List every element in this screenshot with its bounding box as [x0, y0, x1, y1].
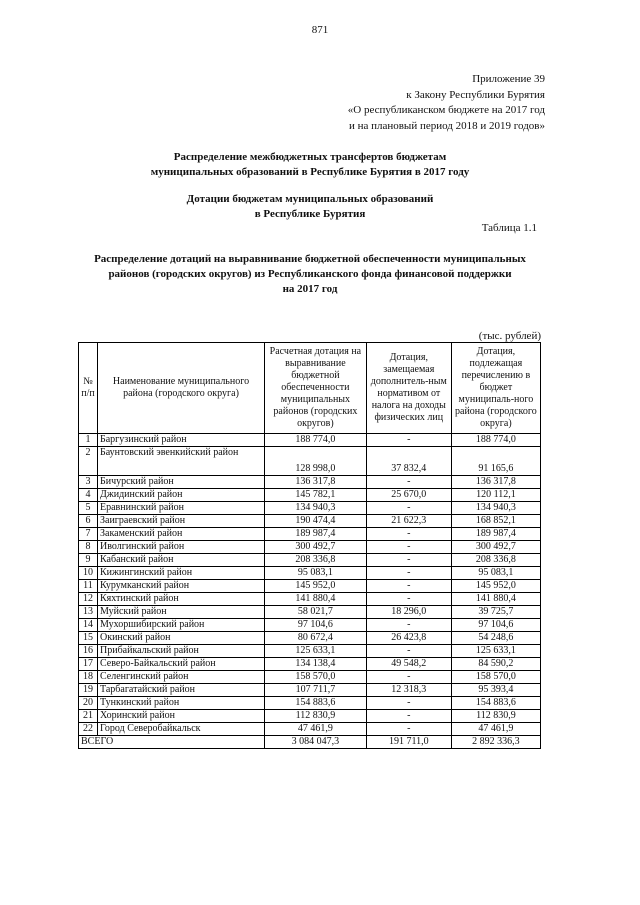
row-transfer: 97 104,6 [451, 619, 540, 632]
row-municipality: Иволгинский район [98, 541, 265, 554]
table-row [79, 515, 541, 528]
table-row [79, 567, 541, 580]
table-footer [79, 736, 541, 749]
row-municipality: Селенгинский район [98, 671, 265, 684]
table-row [79, 580, 541, 593]
row-replaced: - [366, 593, 451, 606]
row-number: 18 [79, 671, 98, 684]
header-number: № п/п [79, 343, 98, 434]
table-header [79, 343, 541, 434]
table-row [79, 684, 541, 697]
total-replaced: 191 711,0 [366, 736, 451, 749]
header-municipality: Наименование муниципального района (городского округа) [98, 343, 265, 434]
table-title-line: на 2017 год [282, 283, 338, 295]
row-number: 9 [79, 554, 98, 567]
units-label: (тыс. рублей) [478, 330, 541, 342]
row-calculated: 188 774,0 [265, 434, 367, 447]
row-replaced: - [366, 502, 451, 515]
row-transfer: 168 852,1 [451, 515, 540, 528]
row-municipality: Еравнинский район [98, 502, 265, 515]
table-row [79, 645, 541, 658]
row-calculated: 128 998,0 [265, 447, 367, 476]
page-number: 871 [311, 24, 329, 36]
row-number: 14 [79, 619, 98, 632]
row-number: 6 [79, 515, 98, 528]
row-number: 7 [79, 528, 98, 541]
row-number: 22 [79, 723, 98, 736]
row-number: 8 [79, 541, 98, 554]
row-municipality: Бичурский район [98, 476, 265, 489]
row-municipality: Кабанский район [98, 554, 265, 567]
row-transfer: 84 590,2 [451, 658, 540, 671]
row-municipality: Северо-Байкальский район [98, 658, 265, 671]
row-municipality: Тарбагатайский район [98, 684, 265, 697]
row-transfer: 54 248,6 [451, 632, 540, 645]
row-number: 19 [79, 684, 98, 697]
row-replaced: - [366, 541, 451, 554]
table-title [85, 252, 535, 297]
title-line: Распределение межбюджетных трансфертов бюджетам [173, 151, 447, 163]
row-replaced: 12 318,3 [366, 684, 451, 697]
title-line: муниципальных образований в Республике Бурятия в 2017 году [150, 166, 470, 178]
row-number: 13 [79, 606, 98, 619]
row-replaced: 21 622,3 [366, 515, 451, 528]
appendix-line: «О республиканском бюджете на 2017 год [347, 104, 545, 116]
table-body [79, 434, 541, 736]
section-title-line: в Республике Бурятия [254, 208, 366, 220]
row-municipality: Закаменский район [98, 528, 265, 541]
row-calculated: 158 570,0 [265, 671, 367, 684]
row-transfer: 158 570,0 [451, 671, 540, 684]
row-calculated: 95 083,1 [265, 567, 367, 580]
row-number: 12 [79, 593, 98, 606]
row-number: 10 [79, 567, 98, 580]
row-replaced: - [366, 723, 451, 736]
row-municipality: Город Северобайкальск [98, 723, 265, 736]
row-replaced: - [366, 476, 451, 489]
header-transfer-subsidy: Дотация, подлежащая перечислению в бюджет муниципаль-ного района (городского округа) [451, 343, 540, 434]
table-row [79, 671, 541, 684]
header-calculated-subsidy: Расчетная дотация на выравнивание бюджетной обеспеченности муниципальных районов (городских округов) [265, 343, 367, 434]
row-number: 11 [79, 580, 98, 593]
section-title [0, 192, 620, 222]
row-transfer: 300 492,7 [451, 541, 540, 554]
row-transfer: 208 336,8 [451, 554, 540, 567]
row-calculated: 97 104,6 [265, 619, 367, 632]
document-title [0, 150, 620, 180]
appendix-line: и на плановый период 2018 и 2019 годов» [348, 119, 545, 132]
row-calculated: 208 336,8 [265, 554, 367, 567]
row-transfer: 125 633,1 [451, 645, 540, 658]
row-transfer: 112 830,9 [451, 710, 540, 723]
row-calculated: 145 952,0 [265, 580, 367, 593]
row-transfer: 120 112,1 [451, 489, 540, 502]
row-transfer: 95 393,4 [451, 684, 540, 697]
row-municipality: Тункинский район [98, 697, 265, 710]
row-municipality: Муйский район [98, 606, 265, 619]
row-number: 1 [79, 434, 98, 447]
table-row [79, 606, 541, 619]
table-row [79, 489, 541, 502]
row-municipality: Кяхтинский район [98, 593, 265, 606]
row-number: 3 [79, 476, 98, 489]
table-row [79, 658, 541, 671]
row-municipality: Заиграевский район [98, 515, 265, 528]
row-transfer: 145 952,0 [451, 580, 540, 593]
row-transfer: 95 083,1 [451, 567, 540, 580]
row-transfer: 154 883,6 [451, 697, 540, 710]
table-row [79, 619, 541, 632]
row-municipality: Мухоршибирский район [98, 619, 265, 632]
table-row [79, 710, 541, 723]
row-calculated: 134 940,3 [265, 502, 367, 515]
header-row [79, 343, 541, 434]
row-replaced: 37 832,4 [366, 447, 451, 476]
row-municipality: Окинский район [98, 632, 265, 645]
total-calculated: 3 084 047,3 [265, 736, 367, 749]
total-row [79, 736, 541, 749]
row-replaced: - [366, 528, 451, 541]
row-number: 5 [79, 502, 98, 515]
row-transfer: 47 461,9 [451, 723, 540, 736]
header-replaced-subsidy: Дотация, замещаемая дополнитель-ным нормативом от налога на доходы физических лиц [366, 343, 451, 434]
table-row [79, 632, 541, 645]
row-municipality: Кижингинский район [98, 567, 265, 580]
row-replaced: - [366, 645, 451, 658]
row-calculated: 125 633,1 [265, 645, 367, 658]
row-calculated: 145 782,1 [265, 489, 367, 502]
row-number: 16 [79, 645, 98, 658]
row-municipality: Курумканский район [98, 580, 265, 593]
table-title-line: районов (городских округов) из Республиканского фонда финансовой поддержки [108, 268, 512, 280]
row-municipality: Баунтовский эвенкийский район [98, 447, 265, 476]
row-replaced: - [366, 580, 451, 593]
row-municipality: Прибайкальский район [98, 645, 265, 658]
row-replaced: - [366, 710, 451, 723]
row-number: 21 [79, 710, 98, 723]
row-replaced: - [366, 434, 451, 447]
row-calculated: 190 474,4 [265, 515, 367, 528]
table-row [79, 434, 541, 447]
table-row [79, 541, 541, 554]
row-replaced: 26 423,8 [366, 632, 451, 645]
row-replaced: 18 296,0 [366, 606, 451, 619]
table-title-line: Распределение дотаций на выравнивание бюджетной обеспеченности муниципальных [94, 253, 526, 265]
table-row [79, 697, 541, 710]
row-municipality: Хоринский район [98, 710, 265, 723]
table-row [79, 723, 541, 736]
table-row [79, 554, 541, 567]
row-replaced: - [366, 554, 451, 567]
row-calculated: 300 492,7 [265, 541, 367, 554]
appendix-line: к Закону Республики Бурятия [406, 88, 545, 101]
row-transfer: 141 880,4 [451, 593, 540, 606]
row-replaced: - [366, 697, 451, 710]
row-number: 20 [79, 697, 98, 710]
table-row [79, 593, 541, 606]
row-replaced: - [366, 671, 451, 684]
row-calculated: 189 987,4 [265, 528, 367, 541]
total-label: ВСЕГО [79, 736, 265, 749]
row-calculated: 134 138,4 [265, 658, 367, 671]
section-title-line: Дотации бюджетам муниципальных образований [186, 193, 434, 205]
row-replaced: 25 670,0 [366, 489, 451, 502]
row-municipality: Баргузинский район [98, 434, 265, 447]
row-calculated: 58 021,7 [265, 606, 367, 619]
row-calculated: 107 711,7 [265, 684, 367, 697]
table-row [79, 476, 541, 489]
total-transfer: 2 892 336,3 [451, 736, 540, 749]
row-transfer: 91 165,6 [451, 447, 540, 476]
row-transfer: 39 725,7 [451, 606, 540, 619]
row-replaced: 49 548,2 [366, 658, 451, 671]
row-transfer: 189 987,4 [451, 528, 540, 541]
row-municipality: Джидинский район [98, 489, 265, 502]
row-calculated: 80 672,4 [265, 632, 367, 645]
appendix-line: Приложение 39 [472, 73, 545, 85]
subsidy-table [78, 342, 541, 749]
row-replaced: - [366, 619, 451, 632]
table-label: Таблица 1.1 [481, 222, 537, 234]
row-calculated: 47 461,9 [265, 723, 367, 736]
row-number: 15 [79, 632, 98, 645]
row-transfer: 134 940,3 [451, 502, 540, 515]
row-replaced: - [366, 567, 451, 580]
table-row [79, 447, 541, 476]
row-transfer: 136 317,8 [451, 476, 540, 489]
row-calculated: 112 830,9 [265, 710, 367, 723]
row-transfer: 188 774,0 [451, 434, 540, 447]
table-row [79, 528, 541, 541]
table-row [79, 502, 541, 515]
row-number: 17 [79, 658, 98, 671]
appendix-reference [348, 72, 545, 134]
row-calculated: 141 880,4 [265, 593, 367, 606]
row-calculated: 154 883,6 [265, 697, 367, 710]
row-number: 2 [79, 447, 98, 476]
row-calculated: 136 317,8 [265, 476, 367, 489]
row-number: 4 [79, 489, 98, 502]
